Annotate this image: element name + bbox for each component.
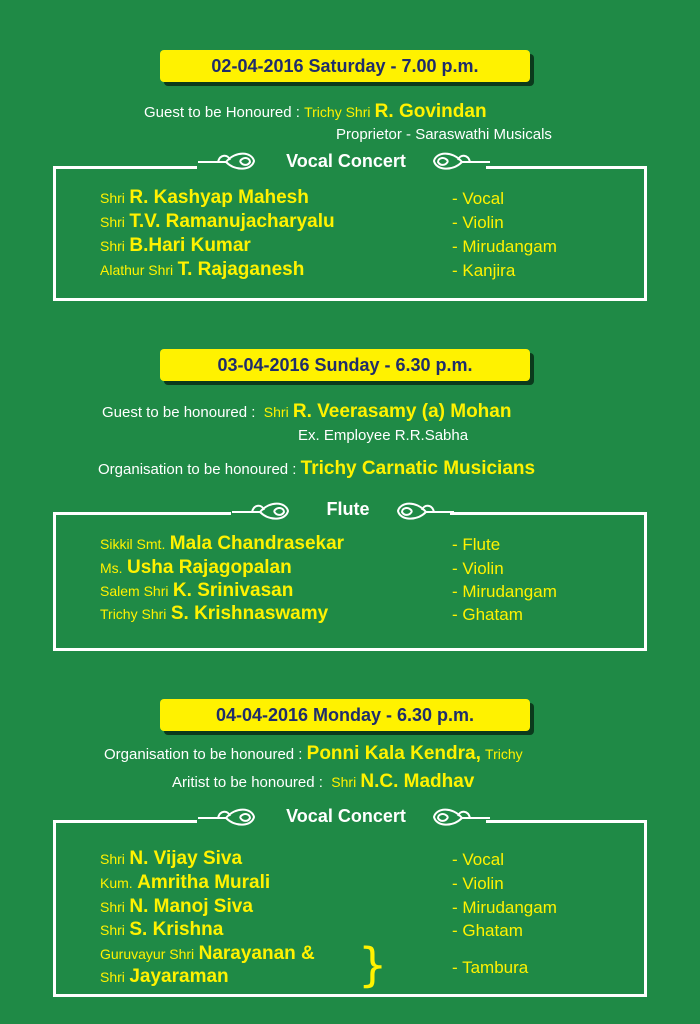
event-3-organisation-line [104,743,523,765]
performer-instrument: - Violin [452,213,504,232]
performer-prefix: Shri [100,899,125,915]
performer-row [100,557,292,579]
guest-label: Guest to be honoured : [102,404,256,421]
organisation-name: Ponni Kala Kendra, [306,743,481,764]
organisation-city: Trichy [485,746,523,762]
performer-name: S. Krishnaswamy [170,603,329,624]
event-2-section-title: Flute [326,499,370,519]
performer-row [100,848,242,870]
event-1-section-title: Vocal Concert [286,151,406,171]
performer-prefix: Shri [100,238,125,254]
swirl-ornament-icon [428,146,492,176]
swirl-ornament-icon [230,496,294,526]
artist-label: Aritist to be honoured : [172,774,323,791]
performer-row [100,872,270,894]
performer-instrument: - Vocal [452,850,504,869]
guest-name: R. Govindan [374,101,487,122]
event-1-date-badge: 02-04-2016 Saturday - 7.00 p.m. [160,50,530,82]
performer-name: S. Krishna [129,919,224,940]
performer-name: R. Kashyap Mahesh [129,187,309,208]
performer-row [100,896,253,918]
event-1-guest-line [144,101,487,123]
event-3-section-title: Vocal Concert [286,806,406,826]
performer-instrument: - Mirudangam [452,582,557,601]
performer-prefix: Shri [100,969,125,985]
performer-prefix: Sikkil Smt. [100,536,166,552]
swirl-ornament-icon [196,802,260,832]
performer-name: Narayanan & [198,943,315,964]
artist-prefix: Shri [331,774,357,790]
panel-border [53,512,231,515]
performer-instrument: - Vocal [452,189,504,208]
performer-name: Usha Rajagopalan [127,557,292,578]
performer-row [100,533,344,555]
performer-prefix: Kum. [100,875,133,891]
performer-instrument: - Mirudangam [452,898,557,917]
performer-row [100,211,335,233]
performer-name: N. Vijay Siva [129,848,243,869]
event-2-guest-title: Ex. Employee R.R.Sabha [298,427,469,444]
guest-prefix: Trichy Shri [304,104,371,120]
performer-instrument: - Ghatam [452,921,523,940]
swirl-ornament-icon [392,496,456,526]
performer-prefix: Ms. [100,560,123,576]
guest-name: R. Veerasamy (a) Mohan [292,401,512,422]
performer-name: K. Srinivasan [172,580,294,601]
performer-instrument: - Ghatam [452,605,523,624]
performer-prefix: Shri [100,190,125,206]
performer-row [100,919,223,941]
panel-border [486,820,644,823]
performer-instrument: - Tambura [452,958,529,977]
guest-label: Guest to be Honoured : [144,104,300,121]
performer-name: Mala Chandrasekar [169,533,345,554]
organisation-label: Organisation to be honoured : [104,746,303,763]
performer-prefix: Trichy Shri [100,606,167,622]
event-2-guest-line [102,401,511,423]
event-2-organisation-line [98,458,535,480]
artist-name: N.C. Madhav [360,771,475,792]
panel-border [53,166,197,169]
performer-prefix: Shri [100,922,125,938]
event-3-date-badge: 04-04-2016 Monday - 6.30 p.m. [160,699,530,731]
swirl-ornament-icon [196,146,260,176]
performer-row [100,235,251,257]
guest-prefix: Shri [263,404,289,420]
swirl-ornament-icon [428,802,492,832]
event-2-date-badge: 03-04-2016 Sunday - 6.30 p.m. [160,349,530,381]
performer-instrument: - Kanjira [452,261,516,280]
performer-instrument: - Violin [452,874,504,893]
performer-row [100,603,328,625]
performer-name: T. Rajaganesh [177,259,305,280]
performer-row [100,580,293,602]
performer-name: T.V. Ramanujacharyalu [129,211,335,232]
performer-name: B.Hari Kumar [129,235,251,256]
event-3-artist-line [172,771,474,793]
performer-row [100,966,229,988]
performer-row [100,259,304,281]
performer-row [100,187,309,209]
brace-symbol: } [358,938,388,992]
organisation-name: Trichy Carnatic Musicians [300,458,536,479]
panel-border [486,166,644,169]
performer-name: N. Manoj Siva [129,896,253,917]
performer-row [100,943,315,965]
performer-prefix: Shri [100,214,125,230]
panel-border [53,820,197,823]
organisation-label: Organisation to be honoured : [98,461,297,478]
performer-prefix: Guruvayur Shri [100,946,195,962]
performer-prefix: Salem Shri [100,583,169,599]
performer-name: Jayaraman [129,966,229,987]
performer-instrument: - Flute [452,535,501,554]
performer-prefix: Alathur Shri [100,262,174,278]
panel-border [450,512,644,515]
performer-prefix: Shri [100,851,125,867]
performer-instrument: - Violin [452,559,504,578]
performer-instrument: - Mirudangam [452,237,557,256]
performer-name: Amritha Murali [137,872,271,893]
event-1-guest-title: Proprietor - Saraswathi Musicals [336,126,552,143]
